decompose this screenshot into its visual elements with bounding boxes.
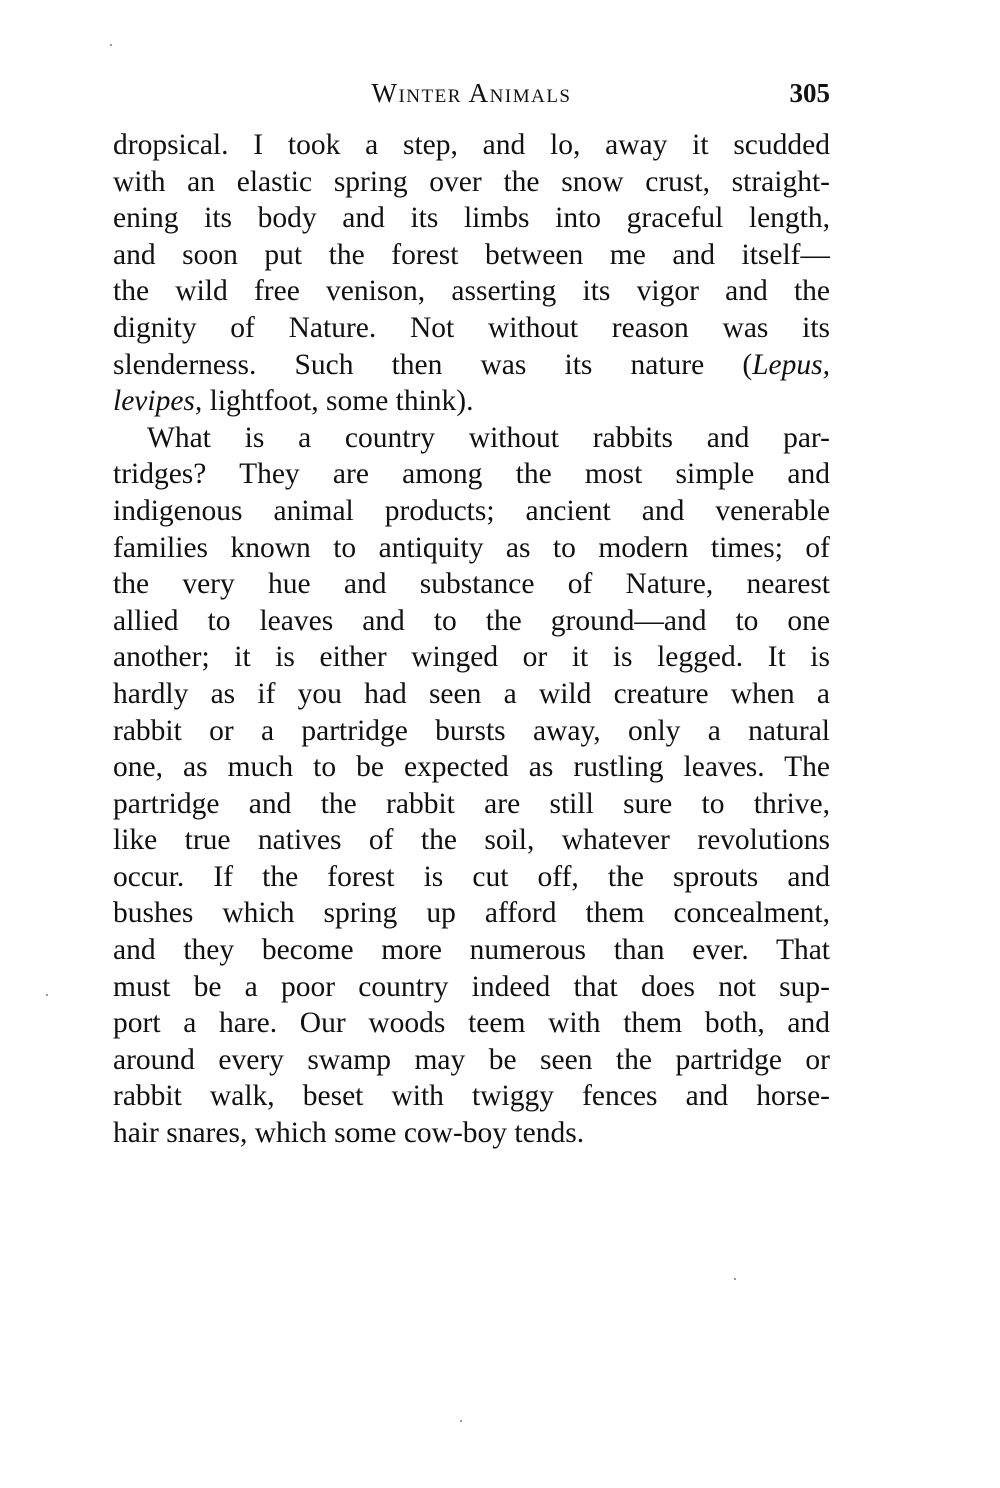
text-line: rabbit or a partridge bursts away, only a natural	[113, 714, 830, 747]
text-line: dropsical. I took a step, and lo, away it scudded	[113, 129, 830, 161]
scan-speck	[46, 994, 48, 996]
paragraph-1	[113, 127, 830, 420]
text-line: one, as much to be expected as rustling leaves. The	[113, 751, 830, 784]
text-line: around every swamp may be seen the partridge or	[113, 1043, 830, 1076]
body-text	[113, 127, 830, 1152]
text-line: tridges? They are among the most simple and	[113, 458, 830, 491]
text-line: bushes which spring up afford them concealment,	[113, 897, 830, 930]
running-title: Winter Animals	[371, 78, 572, 108]
text-line: rabbit walk, beset with twiggy fences and horse-	[113, 1080, 830, 1113]
scan-speck	[460, 1420, 462, 1422]
italic-latin-word: levipes,	[113, 385, 203, 418]
text-line: the very hue and substance of Nature, nearest	[113, 568, 830, 601]
scan-speck	[110, 44, 112, 46]
text-segment: lightfoot, some think).	[209, 385, 474, 418]
text-line	[113, 347, 830, 384]
text-line: indigenous animal products; ancient and venerable	[113, 494, 830, 527]
text-line: occur. If the forest is cut off, the sprouts and	[113, 860, 830, 893]
text-line: families known to antiquity as to modern times; of	[113, 531, 830, 564]
text-line: dignity of Nature. Not without reason was its	[113, 311, 830, 344]
text-line: the wild free venison, asserting its vigor and the	[113, 275, 830, 308]
text-line: another; it is either winged or it is legged. It is	[113, 641, 830, 674]
italic-latin-word: Lepus,	[752, 348, 830, 381]
text-line: port a hare. Our woods teem with them both, and	[113, 1007, 830, 1040]
text-line: hardly as if you had seen a wild creature when a	[113, 677, 830, 710]
paragraph-2	[113, 420, 830, 1152]
text-line: must be a poor country indeed that does not sup-	[113, 970, 830, 1003]
text-line: allied to leaves and to the ground—and to one	[113, 604, 830, 637]
scan-speck	[734, 1278, 736, 1280]
text-line: with an elastic spring over the snow crust, straight-	[113, 165, 830, 198]
text-line: partridge and the rabbit are still sure to thrive,	[113, 787, 830, 820]
running-head	[113, 78, 830, 114]
text-line: and soon put the forest between me and itself—	[113, 238, 830, 271]
text-segment: slenderness. Such then was its nature (	[113, 348, 753, 381]
text-line: ening its body and its limbs into graceful length,	[113, 202, 830, 235]
text-line: like true natives of the soil, whatever revolutions	[113, 824, 830, 857]
text-line: hair snares, which some cow-boy tends.	[113, 1117, 585, 1150]
text-line: What is a country without rabbits and par-	[147, 421, 830, 454]
text-line: and they become more numerous than ever. That	[113, 934, 830, 967]
text-line	[113, 383, 830, 420]
page-number: 305	[789, 78, 830, 108]
